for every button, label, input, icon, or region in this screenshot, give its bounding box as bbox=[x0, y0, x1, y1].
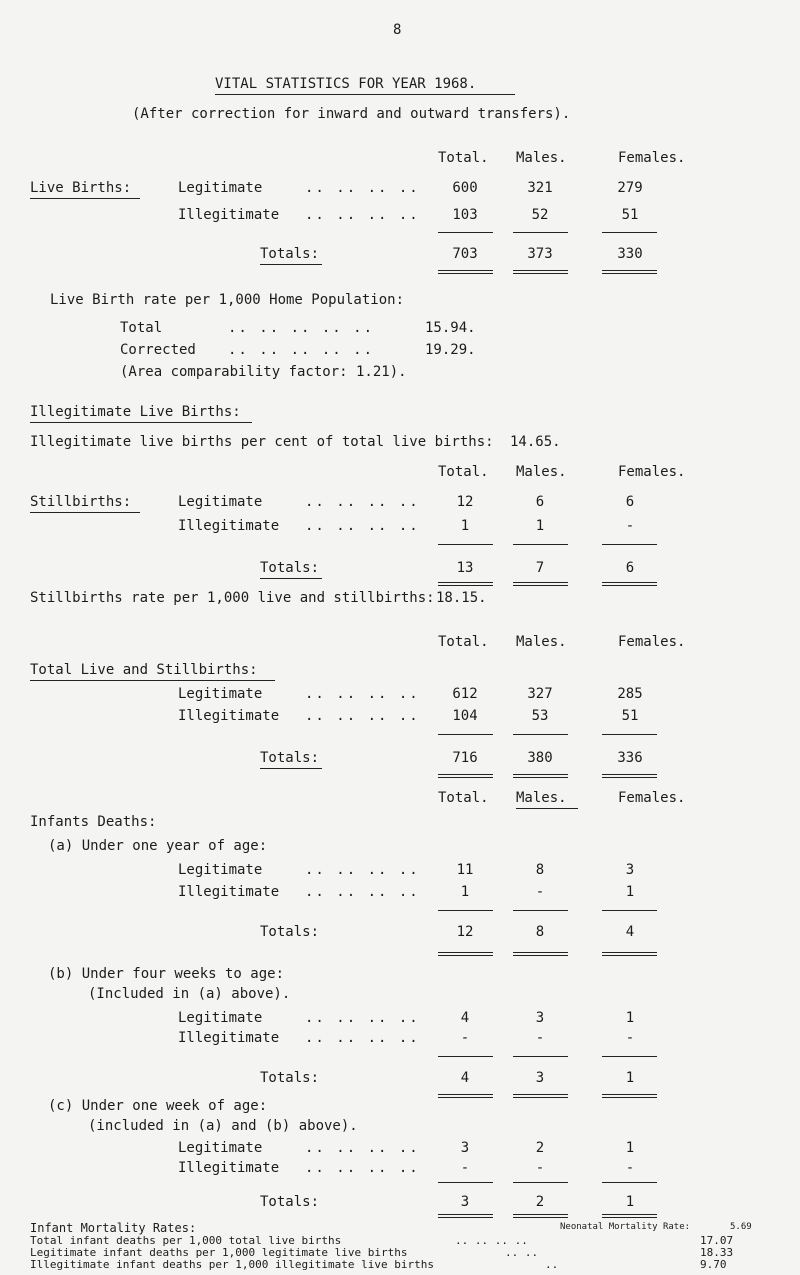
infant-deaths-heading: Infants Deaths: bbox=[30, 814, 157, 830]
live-births-illegit-total: 103 bbox=[452, 207, 478, 223]
sum-rule bbox=[513, 910, 568, 911]
col-header-total: Total. bbox=[438, 150, 489, 166]
stillbirth-rate-label: Stillbirths rate per 1,000 live and stillbirths: bbox=[30, 590, 435, 606]
id-a-illegit-total: 1 bbox=[460, 884, 470, 900]
stillbirth-rate-value: 18.15. bbox=[436, 590, 487, 606]
double-rule bbox=[513, 582, 568, 586]
col-header-females: Females. bbox=[618, 634, 686, 650]
id-c-totals-females: 1 bbox=[625, 1194, 635, 1210]
illegitimate-heading: Illegitimate Live Births: bbox=[30, 404, 241, 420]
sum-rule bbox=[438, 1182, 493, 1183]
dot-leader: .. .. .. .. bbox=[305, 518, 420, 534]
infant-mortality-total-value: 17.07 bbox=[700, 1234, 734, 1247]
col-header-total: Total. bbox=[438, 790, 489, 806]
col-header-total: Total. bbox=[438, 464, 489, 480]
dot-leader: .. .. bbox=[505, 1246, 539, 1259]
tls-illegit-males: 53 bbox=[531, 708, 549, 724]
col-header-males: Males. bbox=[516, 150, 567, 166]
live-births-label: Live Births: bbox=[30, 180, 132, 196]
infant-mortality-legit-value: 18.33 bbox=[700, 1246, 734, 1259]
sum-rule bbox=[513, 232, 568, 233]
sum-rule bbox=[513, 1056, 568, 1057]
id-a-legit-males: 8 bbox=[535, 862, 545, 878]
infant-mortality-illegit-label: Illegitimate infant deaths per 1,000 illegitimate live births bbox=[30, 1258, 434, 1271]
id-a-illegit-label: Illegitimate bbox=[178, 884, 280, 900]
id-c-illegit-males: - bbox=[535, 1160, 545, 1176]
sum-rule bbox=[602, 544, 657, 545]
id-b-totals-total: 4 bbox=[460, 1070, 470, 1086]
id-a-totals-total: 12 bbox=[456, 924, 474, 940]
birth-rate-corrected-label: Corrected bbox=[120, 342, 196, 358]
id-c-illegit-label: Illegitimate bbox=[178, 1160, 280, 1176]
live-births-totals-total: 703 bbox=[452, 246, 478, 262]
dot-leader: .. .. .. .. bbox=[305, 1160, 420, 1176]
id-c-legit-label: Legitimate bbox=[178, 1140, 263, 1156]
infant-deaths-c-label: (c) Under one week of age: bbox=[48, 1098, 268, 1114]
stillbirths-legit-females: 6 bbox=[625, 494, 635, 510]
dot-leader: .. .. .. .. .. bbox=[228, 342, 375, 358]
dot-leader: .. .. .. .. bbox=[305, 180, 420, 196]
dot-leader: .. .. .. .. bbox=[305, 1030, 420, 1046]
col-header-females: Females. bbox=[618, 790, 686, 806]
live-births-illegit-females: 51 bbox=[621, 207, 639, 223]
sum-rule bbox=[438, 734, 493, 735]
live-births-totals-males: 373 bbox=[527, 246, 553, 262]
page-title: VITAL STATISTICS FOR YEAR 1968. bbox=[215, 76, 477, 92]
id-a-illegit-males: - bbox=[535, 884, 545, 900]
birth-rate-heading: Live Birth rate per 1,000 Home Population: bbox=[50, 292, 405, 308]
double-rule bbox=[513, 1094, 568, 1098]
area-comparability-factor: (Area comparability factor: 1.21). bbox=[120, 364, 407, 380]
double-rule bbox=[438, 1214, 493, 1218]
dot-leader: .. .. .. .. bbox=[305, 207, 420, 223]
id-b-illegit-total: - bbox=[460, 1030, 470, 1046]
id-b-legit-label: Legitimate bbox=[178, 1010, 263, 1026]
tls-totals-total: 716 bbox=[452, 750, 478, 766]
stillbirths-legit-total: 12 bbox=[456, 494, 474, 510]
birth-rate-total-label: Total bbox=[120, 320, 163, 336]
dot-leader: .. .. .. .. bbox=[305, 884, 420, 900]
stillbirths-illegit-total: 1 bbox=[460, 518, 470, 534]
live-births-illegit-males: 52 bbox=[531, 207, 549, 223]
header-underline bbox=[516, 808, 578, 809]
sum-rule bbox=[513, 1182, 568, 1183]
sum-rule bbox=[602, 1056, 657, 1057]
double-rule bbox=[602, 270, 657, 274]
id-c-legit-total: 3 bbox=[460, 1140, 470, 1156]
sum-rule bbox=[438, 544, 493, 545]
infant-deaths-b-label: (b) Under four weeks to age: bbox=[48, 966, 285, 982]
live-births-legit-total: 600 bbox=[452, 180, 478, 196]
col-header-females: Females. bbox=[618, 464, 686, 480]
double-rule bbox=[602, 1094, 657, 1098]
sum-rule bbox=[513, 734, 568, 735]
sum-rule bbox=[602, 1182, 657, 1183]
dot-leader: .. .. .. .. bbox=[305, 862, 420, 878]
neonatal-heading: Neonatal Mortality Rate: bbox=[560, 1222, 691, 1232]
birth-rate-total-value: 15.94. bbox=[425, 320, 476, 336]
id-c-totals-total: 3 bbox=[460, 1194, 470, 1210]
tls-legit-males: 327 bbox=[527, 686, 553, 702]
sum-rule bbox=[438, 910, 493, 911]
id-b-illegit-males: - bbox=[535, 1030, 545, 1046]
totals-underline bbox=[260, 768, 322, 769]
stillbirths-legit-label: Legitimate bbox=[178, 494, 263, 510]
sum-rule bbox=[602, 910, 657, 911]
id-a-legit-total: 11 bbox=[456, 862, 474, 878]
id-b-totals-males: 3 bbox=[535, 1070, 545, 1086]
dot-leader: .. .. .. .. bbox=[305, 686, 420, 702]
total-live-still-heading: Total Live and Stillbirths: bbox=[30, 662, 258, 678]
double-rule bbox=[513, 774, 568, 778]
id-b-illegit-label: Illegitimate bbox=[178, 1030, 280, 1046]
id-c-totals-label: Totals: bbox=[260, 1194, 320, 1210]
id-b-legit-females: 1 bbox=[625, 1010, 635, 1026]
tls-legit-label: Legitimate bbox=[178, 686, 263, 702]
stillbirths-illegit-females: - bbox=[625, 518, 635, 534]
dot-leader: .. .. .. .. .. bbox=[228, 320, 375, 336]
illegitimate-percent-value: 14.65. bbox=[510, 434, 561, 450]
stillbirths-totals-females: 6 bbox=[625, 560, 635, 576]
dot-leader: .. .. .. .. bbox=[455, 1234, 528, 1247]
live-births-totals-females: 330 bbox=[617, 246, 643, 262]
infant-mortality-heading: Infant Mortality Rates: bbox=[30, 1221, 197, 1235]
id-a-legit-females: 3 bbox=[625, 862, 635, 878]
stillbirths-label: Stillbirths: bbox=[30, 494, 132, 510]
tls-totals-label: Totals: bbox=[260, 750, 320, 766]
id-c-legit-males: 2 bbox=[535, 1140, 545, 1156]
id-a-illegit-females: 1 bbox=[625, 884, 635, 900]
stillbirths-totals-label: Totals: bbox=[260, 560, 320, 576]
double-rule bbox=[438, 1094, 493, 1098]
id-c-illegit-total: - bbox=[460, 1160, 470, 1176]
neonatal-value: 5.69 bbox=[730, 1222, 752, 1232]
id-c-illegit-females: - bbox=[625, 1160, 635, 1176]
stillbirths-illegit-label: Illegitimate bbox=[178, 518, 280, 534]
dot-leader: .. bbox=[545, 1258, 559, 1271]
tls-totals-females: 336 bbox=[617, 750, 643, 766]
double-rule bbox=[438, 270, 493, 274]
dot-leader: .. .. .. .. bbox=[305, 494, 420, 510]
totals-underline bbox=[260, 264, 322, 265]
col-header-males: Males. bbox=[516, 634, 567, 650]
tls-legit-total: 612 bbox=[452, 686, 478, 702]
id-b-legit-total: 4 bbox=[460, 1010, 470, 1026]
dot-leader: .. .. .. .. bbox=[305, 1010, 420, 1026]
tls-illegit-females: 51 bbox=[621, 708, 639, 724]
id-b-totals-label: Totals: bbox=[260, 1070, 320, 1086]
infant-deaths-a-label: (a) Under one year of age: bbox=[48, 838, 268, 854]
sum-rule bbox=[602, 232, 657, 233]
tls-illegit-total: 104 bbox=[452, 708, 478, 724]
stillbirths-illegit-males: 1 bbox=[535, 518, 545, 534]
double-rule bbox=[602, 582, 657, 586]
double-rule bbox=[438, 582, 493, 586]
col-header-males: Males. bbox=[516, 790, 567, 806]
tls-legit-females: 285 bbox=[617, 686, 643, 702]
col-header-total: Total. bbox=[438, 634, 489, 650]
id-a-totals-label: Totals: bbox=[260, 924, 320, 940]
live-births-legit-label: Legitimate bbox=[178, 180, 263, 196]
col-header-males: Males. bbox=[516, 464, 567, 480]
page-subtitle: (After correction for inward and outward transfers). bbox=[132, 106, 571, 122]
double-rule bbox=[513, 270, 568, 274]
id-b-illegit-females: - bbox=[625, 1030, 635, 1046]
tls-illegit-label: Illegitimate bbox=[178, 708, 280, 724]
double-rule bbox=[602, 774, 657, 778]
sum-rule bbox=[438, 1056, 493, 1057]
id-a-totals-males: 8 bbox=[535, 924, 545, 940]
live-births-underline bbox=[30, 198, 140, 199]
infant-mortality-legit-label: Legitimate infant deaths per 1,000 legitimate live births bbox=[30, 1246, 408, 1259]
infant-mortality-illegit-value: 9.70 bbox=[700, 1258, 727, 1271]
live-births-totals-label: Totals: bbox=[260, 246, 320, 262]
illegitimate-percent-label: Illegitimate live births per cent of total live births: bbox=[30, 434, 494, 450]
stillbirths-underline bbox=[30, 512, 140, 513]
dot-leader: .. .. .. .. bbox=[305, 1140, 420, 1156]
double-rule bbox=[602, 1214, 657, 1218]
illegitimate-underline bbox=[30, 422, 252, 423]
id-c-totals-males: 2 bbox=[535, 1194, 545, 1210]
live-births-legit-females: 279 bbox=[617, 180, 643, 196]
totals-underline bbox=[260, 578, 322, 579]
total-live-still-underline bbox=[30, 680, 275, 681]
page-number: 8 bbox=[393, 22, 402, 38]
stillbirths-totals-total: 13 bbox=[456, 560, 474, 576]
stillbirths-legit-males: 6 bbox=[535, 494, 545, 510]
infant-deaths-b-sublabel: (Included in (a) above). bbox=[88, 986, 291, 1002]
id-c-legit-females: 1 bbox=[625, 1140, 635, 1156]
sum-rule bbox=[602, 734, 657, 735]
double-rule bbox=[513, 1214, 568, 1218]
infant-mortality-total-label: Total infant deaths per 1,000 total live births bbox=[30, 1234, 342, 1247]
live-births-illegit-label: Illegitimate bbox=[178, 207, 280, 223]
id-b-totals-females: 1 bbox=[625, 1070, 635, 1086]
col-header-females: Females. bbox=[618, 150, 686, 166]
id-b-legit-males: 3 bbox=[535, 1010, 545, 1026]
stillbirths-totals-males: 7 bbox=[535, 560, 545, 576]
tls-totals-males: 380 bbox=[527, 750, 553, 766]
double-rule bbox=[438, 774, 493, 778]
double-rule bbox=[513, 952, 568, 956]
double-rule bbox=[438, 952, 493, 956]
infant-deaths-c-sublabel: (included in (a) and (b) above). bbox=[88, 1118, 358, 1134]
birth-rate-corrected-value: 19.29. bbox=[425, 342, 476, 358]
double-rule bbox=[602, 952, 657, 956]
dot-leader: .. .. .. .. bbox=[305, 708, 420, 724]
id-a-totals-females: 4 bbox=[625, 924, 635, 940]
sum-rule bbox=[438, 232, 493, 233]
title-underline bbox=[215, 94, 515, 95]
id-a-legit-label: Legitimate bbox=[178, 862, 263, 878]
live-births-legit-males: 321 bbox=[527, 180, 553, 196]
sum-rule bbox=[513, 544, 568, 545]
